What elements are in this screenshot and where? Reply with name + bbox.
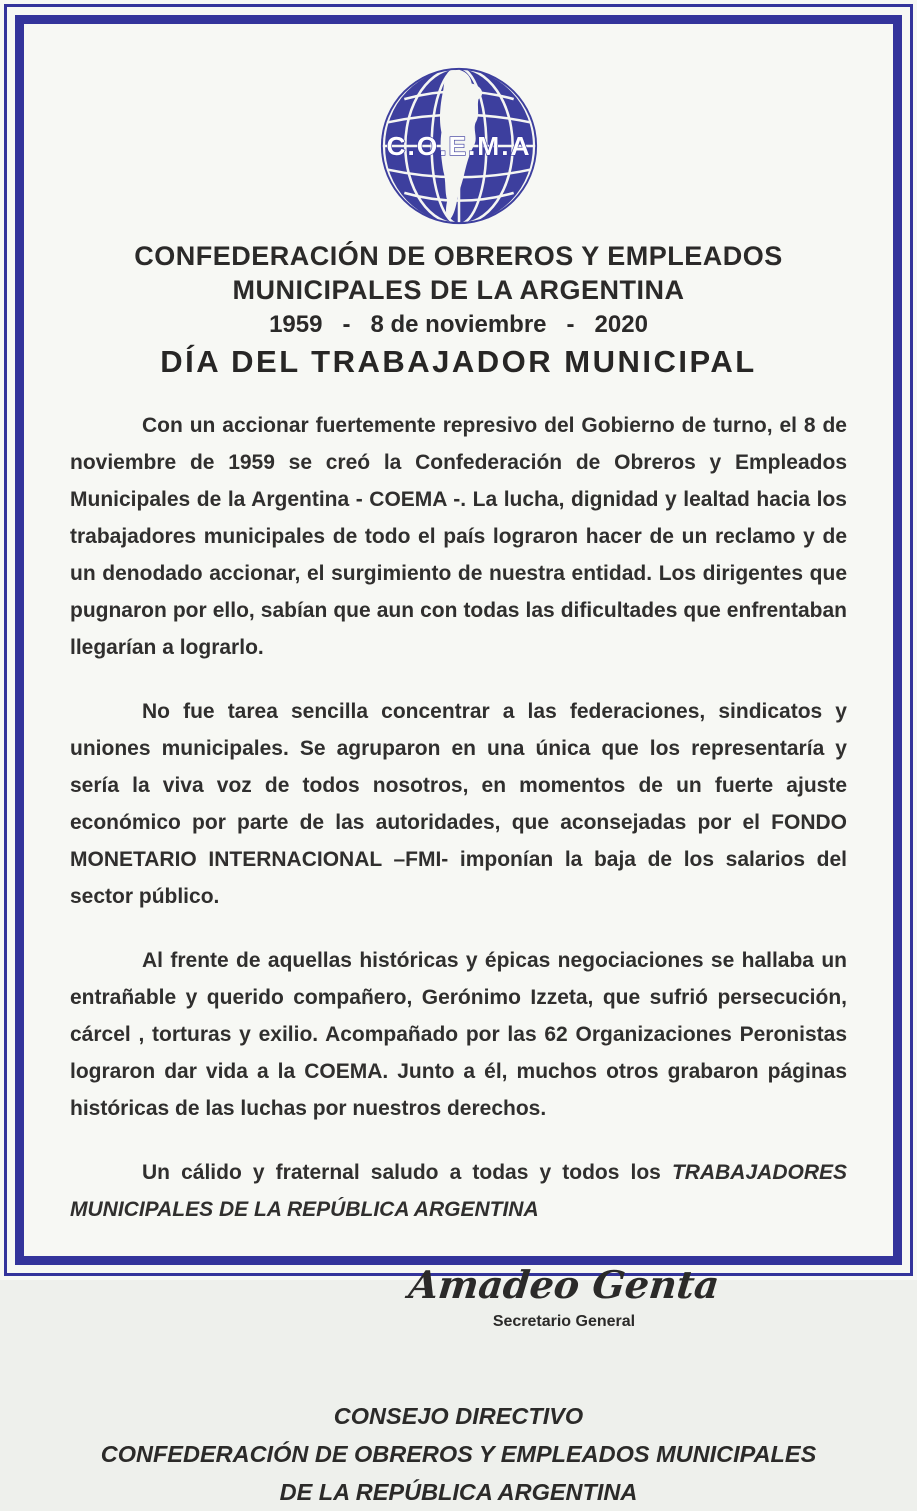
footer-line2: CONFEDERACIÓN DE OBREROS Y EMPLEADOS MUNICIPALES <box>100 1441 817 1467</box>
letter-body <box>70 407 847 1228</box>
letter-header <box>70 239 847 381</box>
logo-acronym: C.O.E.M.A <box>386 130 531 161</box>
coema-logo <box>70 64 847 233</box>
signature-name: Amadeo Genta <box>406 1262 722 1307</box>
paragraph-1: Con un accionar fuertemente represivo del Gobierno de turno, el 8 de noviembre de 1959 se creó la Confederación de Obreros y Empleados Municipales de la Argentina - COEMA -. La lucha, dignidad y lealtad hacia los trabajadores municipales de todo el país lograron hacer de un reclamo y de un denodado accionar, el surgimiento de nuestra entidad. Los dirigentes que pugnaron por ello, sabían que aun con todas las dificultades que enfrentaban llegarían a lograrlo. <box>70 414 847 659</box>
page-title: DÍA DEL TRABAJADOR MUNICIPAL <box>160 344 757 379</box>
paragraph-4 <box>70 1154 847 1228</box>
paragraph-4-lead: Un cálido y fraternal saludo a todas y todos los <box>142 1161 672 1184</box>
letter-content <box>48 48 869 1505</box>
footer-block <box>70 1397 847 1511</box>
org-name-line2: MUNICIPALES DE LA ARGENTINA <box>232 275 685 305</box>
anniversary-dates: 1959 - 8 de noviembre - 2020 <box>269 311 648 338</box>
signature-role: Secretario General <box>492 1313 636 1330</box>
inner-border <box>15 15 902 1505</box>
footer-line3: DE LA REPÚBLICA ARGENTINA <box>279 1479 638 1505</box>
org-name-line1: CONFEDERACIÓN DE OBREROS Y EMPLEADOS <box>134 241 783 271</box>
footer-line1: CONSEJO DIRECTIVO <box>333 1403 584 1429</box>
signature-block <box>406 1262 722 1331</box>
paragraph-4-emphasis: TRABAJADORES MUNICIPALES DE LA REPÚBLICA ARGENTINA <box>70 1161 847 1221</box>
paragraph-3: Al frente de aquellas históricas y épicas negociaciones se hallaba un entrañable y querido compañero, Gerónimo Izzeta, que sufrió persecución, cárcel , torturas y exilio. Acompañado por las 62 Organizaciones Peronistas lograron dar vida a la COEMA. Junto a él, muchos otros grabaron páginas históricas de las luchas por nuestros derechos. <box>70 949 847 1120</box>
globe-argentina-icon <box>375 64 543 228</box>
paragraph-2: No fue tarea sencilla concentrar a las federaciones, sindicatos y uniones municipales. Se agruparon en una única que los representaría y sería la viva voz de todos nosotros, en momentos de un fuerte ajuste económico por parte de las autoridades, que aconsejadas por el FONDO MONETARIO INTERNACIONAL –FMI- imponían la baja de los salarios del sector público. <box>70 700 847 908</box>
